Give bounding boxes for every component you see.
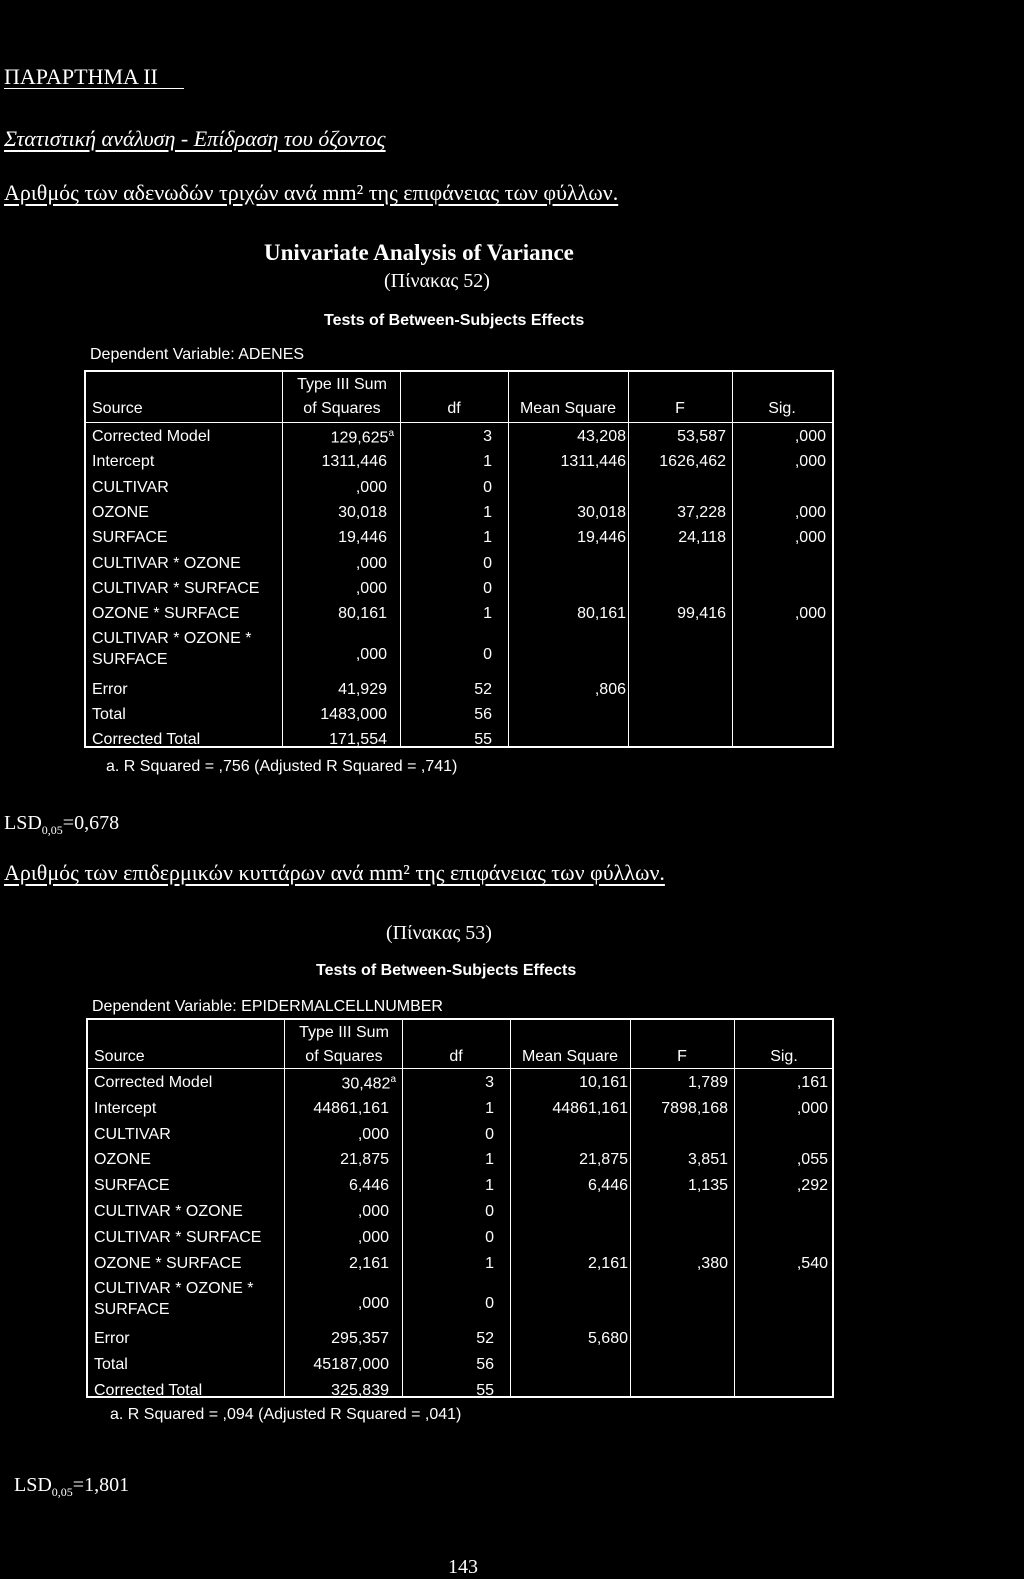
source-cell bbox=[92, 555, 282, 573]
sig-cell: ,292 bbox=[796, 1177, 828, 1195]
sum-squares-cell bbox=[284, 529, 394, 547]
header-mean-square: Mean Square bbox=[521, 1048, 619, 1065]
source-label: CULTIVAR * OZONE bbox=[94, 1203, 243, 1220]
sum-squares-cell bbox=[286, 1151, 396, 1169]
sum-squares-value: 6,446 bbox=[348, 1177, 389, 1195]
sig-cell: ,000 bbox=[796, 1099, 828, 1117]
source-cell bbox=[92, 529, 282, 547]
df-cell: 1 bbox=[483, 529, 492, 547]
dependent-variable: Dependent Variable: ADENES bbox=[90, 346, 305, 363]
sum-squares-value: 129,625 bbox=[330, 429, 389, 447]
header-f: F bbox=[675, 400, 685, 417]
section-title: Στατιστική ανάλυση - Επίδραση του όζοντος bbox=[4, 126, 386, 151]
sum-squares-value: 1311,446 bbox=[321, 453, 387, 471]
sum-squares-cell bbox=[286, 1330, 396, 1348]
sum-squares-value: 19,446 bbox=[338, 529, 387, 547]
source-label: Total bbox=[94, 1356, 128, 1373]
source-label: Corrected Total bbox=[94, 1381, 203, 1399]
anova-table bbox=[84, 370, 834, 748]
source-label: Corrected Model bbox=[92, 428, 211, 445]
source-label: CULTIVAR * OZONE * bbox=[94, 1280, 254, 1298]
source-cell bbox=[92, 453, 282, 471]
source-label: Intercept bbox=[92, 453, 155, 471]
mean-square-cell: 5,680 bbox=[587, 1330, 628, 1348]
source-cell bbox=[94, 1177, 284, 1195]
source-label: Total bbox=[92, 706, 126, 723]
sum-squares-cell bbox=[284, 605, 394, 623]
df-cell: 0 bbox=[483, 478, 492, 496]
sum-squares-value: 2,161 bbox=[348, 1254, 389, 1272]
table-caption: (Πίνακας 53) bbox=[386, 922, 492, 944]
column-divider bbox=[402, 1020, 403, 1396]
source-cell bbox=[94, 1280, 284, 1319]
sum-squares-value: ,000 bbox=[355, 645, 387, 663]
source-cell bbox=[92, 504, 282, 522]
source-cell bbox=[92, 731, 282, 749]
sum-squares-cell bbox=[284, 428, 394, 447]
header-sum-squares: Type III Sum bbox=[297, 376, 387, 393]
source-label: CULTIVAR * SURFACE bbox=[94, 1228, 262, 1246]
table-title: Tests of Between-Subjects Effects bbox=[316, 962, 577, 979]
df-cell: 1 bbox=[485, 1099, 494, 1117]
sig-cell: ,000 bbox=[794, 503, 826, 521]
header-f: F bbox=[677, 1048, 687, 1065]
column-divider bbox=[400, 372, 401, 746]
df-cell: 52 bbox=[476, 1330, 494, 1348]
sum-squares-value: ,000 bbox=[355, 554, 387, 572]
sum-squares-value: 44861,161 bbox=[313, 1099, 389, 1117]
mean-square-cell: ,806 bbox=[594, 680, 626, 698]
sig-cell: ,000 bbox=[794, 453, 826, 471]
source-label: OZONE bbox=[92, 503, 149, 521]
lsd-value: $LSD_{0,05}=0,678$ bbox=[4, 812, 120, 837]
sum-squares-value: ,000 bbox=[357, 1295, 389, 1313]
header-sum-squares: Type III Sum bbox=[299, 1024, 389, 1041]
source-cell bbox=[94, 1126, 284, 1144]
header-sig: Sig. bbox=[768, 400, 796, 417]
footnote-mark: a. bbox=[106, 758, 120, 775]
df-cell: 56 bbox=[474, 706, 492, 723]
mean-square-cell: 44861,161 bbox=[552, 1099, 628, 1117]
source-label: Corrected Model bbox=[94, 1074, 213, 1091]
mean-square-cell: 43,208 bbox=[577, 428, 626, 445]
mean-square-cell: 21,875 bbox=[579, 1151, 628, 1169]
sum-squares-cell bbox=[284, 646, 394, 664]
source-cell bbox=[94, 1100, 284, 1118]
f-cell: 7898,168 bbox=[661, 1099, 728, 1117]
source-cell bbox=[94, 1074, 284, 1092]
df-cell: 55 bbox=[476, 1381, 494, 1399]
sum-squares-cell bbox=[284, 504, 394, 522]
df-cell: 3 bbox=[483, 428, 492, 445]
appendix-underline bbox=[4, 88, 184, 89]
source-label: CULTIVAR bbox=[94, 1125, 171, 1143]
footnote-mark: a. bbox=[110, 1406, 124, 1423]
sum-squares-value: 1483,000 bbox=[320, 706, 387, 723]
lsd-value: $LSD_{0,05}=1,801$ bbox=[14, 1474, 130, 1499]
header-divider bbox=[86, 422, 832, 423]
df-cell: 55 bbox=[474, 731, 492, 749]
sum-squares-cell bbox=[284, 555, 394, 573]
sig-cell: ,161 bbox=[796, 1074, 828, 1091]
source-cell bbox=[92, 630, 282, 669]
f-cell: 3,851 bbox=[687, 1151, 728, 1169]
sum-squares-value: ,000 bbox=[357, 1125, 389, 1143]
mean-square-cell: 6,446 bbox=[587, 1177, 628, 1195]
sum-squares-cell bbox=[286, 1382, 396, 1400]
header-source: Source bbox=[94, 1048, 145, 1065]
df-cell: 0 bbox=[485, 1203, 494, 1220]
source-cell bbox=[92, 706, 282, 724]
source-label: Intercept bbox=[94, 1099, 157, 1117]
source-cell bbox=[92, 605, 282, 623]
mean-square-cell: 1311,446 bbox=[560, 453, 626, 471]
source-cell bbox=[94, 1356, 284, 1374]
f-cell: 53,587 bbox=[677, 428, 726, 445]
f-cell: 37,228 bbox=[677, 503, 726, 521]
sum-squares-value: ,000 bbox=[357, 1203, 389, 1220]
sig-cell: ,000 bbox=[794, 605, 826, 623]
f-cell: 99,416 bbox=[677, 605, 726, 623]
source-label: CULTIVAR bbox=[92, 478, 169, 496]
sig-cell: ,000 bbox=[794, 529, 826, 547]
source-cell bbox=[94, 1330, 284, 1348]
sum-squares-value: ,000 bbox=[355, 478, 387, 496]
mean-square-cell: 2,161 bbox=[587, 1254, 628, 1272]
source-cell bbox=[94, 1151, 284, 1169]
header-sig: Sig. bbox=[770, 1048, 798, 1065]
footnote-marker: a bbox=[388, 428, 394, 439]
sum-squares-value: 325,839 bbox=[331, 1381, 389, 1399]
footnote-marker: a bbox=[390, 1074, 396, 1085]
sum-squares-cell bbox=[284, 731, 394, 749]
sum-squares-cell bbox=[286, 1100, 396, 1118]
sig-cell: ,055 bbox=[796, 1151, 828, 1169]
sum-squares-cell bbox=[286, 1255, 396, 1273]
df-cell: 1 bbox=[483, 503, 492, 521]
df-cell: 0 bbox=[483, 554, 492, 572]
df-cell: 1 bbox=[485, 1151, 494, 1169]
df-cell: 0 bbox=[485, 1228, 494, 1246]
table-footnote bbox=[106, 758, 457, 776]
footnote-text: R Squared = ,756 (Adjusted R Squared = ,741) bbox=[123, 758, 458, 775]
header-sum-squares-2: of Squares bbox=[303, 400, 381, 417]
table-caption: (Πίνακας 52) bbox=[384, 270, 490, 292]
source-label: CULTIVAR * SURFACE bbox=[92, 579, 260, 597]
table-title: Tests of Between-Subjects Effects bbox=[324, 312, 585, 329]
dependent-variable: Dependent Variable: EPIDERMALCELLNUMBER bbox=[92, 998, 443, 1015]
footnote-text: R Squared = ,094 (Adjusted R Squared = ,041) bbox=[127, 1406, 462, 1423]
header-mean-square: Mean Square bbox=[519, 400, 617, 417]
source-label: Corrected Total bbox=[92, 731, 201, 749]
sum-squares-value: 80,161 bbox=[338, 605, 387, 623]
column-divider bbox=[284, 1020, 285, 1396]
sig-cell: ,000 bbox=[794, 428, 826, 445]
source-cell bbox=[94, 1255, 284, 1273]
df-cell: 3 bbox=[485, 1074, 494, 1091]
header-df: df bbox=[449, 1048, 463, 1065]
df-cell: 0 bbox=[485, 1125, 494, 1143]
source-label: Error bbox=[92, 680, 128, 698]
anova-table bbox=[86, 1018, 834, 1398]
source-label: SURFACE bbox=[92, 529, 168, 547]
sum-squares-value: 30,482 bbox=[341, 1075, 391, 1093]
mean-square-cell: 80,161 bbox=[577, 605, 626, 623]
df-cell: 1 bbox=[483, 605, 492, 623]
df-cell: 56 bbox=[476, 1356, 494, 1373]
sum-squares-value: ,000 bbox=[357, 1228, 389, 1246]
source-cell bbox=[94, 1229, 284, 1247]
df-cell: 52 bbox=[474, 680, 492, 698]
sum-squares-cell bbox=[286, 1229, 396, 1247]
header-divider bbox=[88, 1068, 832, 1069]
header-sum-squares-2: of Squares bbox=[305, 1048, 383, 1065]
f-cell: ,380 bbox=[696, 1254, 728, 1272]
f-cell: 1,135 bbox=[687, 1177, 728, 1195]
sum-squares-cell bbox=[284, 453, 394, 471]
sum-squares-cell bbox=[286, 1126, 396, 1144]
source-cell bbox=[94, 1203, 284, 1221]
sum-squares-cell bbox=[286, 1295, 396, 1313]
source-cell bbox=[92, 479, 282, 497]
header-df: df bbox=[447, 400, 461, 417]
sum-squares-cell bbox=[286, 1074, 396, 1093]
heading-epidermal: Αριθμός των επιδερμικών κυττάρων ανά mm² της επιφάνειας των φύλλων. bbox=[4, 860, 665, 885]
source-label: CULTIVAR * OZONE bbox=[92, 554, 241, 572]
sum-squares-value: 21,875 bbox=[340, 1151, 389, 1169]
header-source: Source bbox=[92, 400, 143, 417]
source-label: Error bbox=[94, 1330, 130, 1348]
sum-squares-cell bbox=[284, 479, 394, 497]
sum-squares-cell bbox=[284, 706, 394, 724]
df-cell: 0 bbox=[483, 645, 492, 663]
analysis-title: Univariate Analysis of Variance bbox=[264, 240, 574, 265]
df-cell: 1 bbox=[483, 453, 492, 471]
sum-squares-cell bbox=[284, 580, 394, 598]
source-label: OZONE * SURFACE bbox=[92, 605, 240, 623]
sum-squares-value: 171,554 bbox=[329, 731, 387, 749]
source-label-line2: SURFACE bbox=[94, 1301, 170, 1319]
heading-trichomes: Αριθμός των αδενωδών τριχών ανά mm² της επιφάνειας των φύλλων. bbox=[4, 180, 619, 205]
table-footnote bbox=[110, 1406, 461, 1424]
page-number: 143 bbox=[448, 1556, 478, 1578]
mean-square-cell: 10,161 bbox=[579, 1074, 628, 1091]
f-cell: 1626,462 bbox=[659, 453, 726, 471]
sum-squares-cell bbox=[286, 1177, 396, 1195]
source-cell bbox=[92, 681, 282, 699]
df-cell: 1 bbox=[485, 1254, 494, 1272]
f-cell: 1,789 bbox=[687, 1074, 728, 1091]
sig-cell: ,540 bbox=[796, 1254, 828, 1272]
source-label: OZONE bbox=[94, 1151, 151, 1169]
sum-squares-value: 30,018 bbox=[338, 503, 387, 521]
source-label: SURFACE bbox=[94, 1177, 170, 1195]
f-cell: 24,118 bbox=[678, 529, 726, 547]
appendix-title: ΠΑΡΑΡΤΗΜΑ ΙΙ bbox=[4, 64, 158, 89]
source-label-line2: SURFACE bbox=[92, 651, 168, 669]
df-cell: 1 bbox=[485, 1177, 494, 1195]
source-cell bbox=[92, 428, 282, 446]
sum-squares-value: 41,929 bbox=[338, 680, 387, 698]
df-cell: 0 bbox=[485, 1295, 494, 1313]
sum-squares-value: 45187,000 bbox=[313, 1356, 389, 1373]
mean-square-cell: 30,018 bbox=[577, 503, 626, 521]
mean-square-cell: 19,446 bbox=[577, 529, 626, 547]
source-cell bbox=[94, 1382, 284, 1400]
sum-squares-cell bbox=[284, 681, 394, 699]
source-label: CULTIVAR * OZONE * bbox=[92, 630, 252, 648]
sum-squares-cell bbox=[286, 1356, 396, 1374]
sum-squares-value: 295,357 bbox=[331, 1330, 389, 1348]
source-cell bbox=[92, 580, 282, 598]
sum-squares-value: ,000 bbox=[355, 579, 387, 597]
df-cell: 0 bbox=[483, 579, 492, 597]
column-divider bbox=[282, 372, 283, 746]
source-label: OZONE * SURFACE bbox=[94, 1254, 242, 1272]
sum-squares-cell bbox=[286, 1203, 396, 1221]
